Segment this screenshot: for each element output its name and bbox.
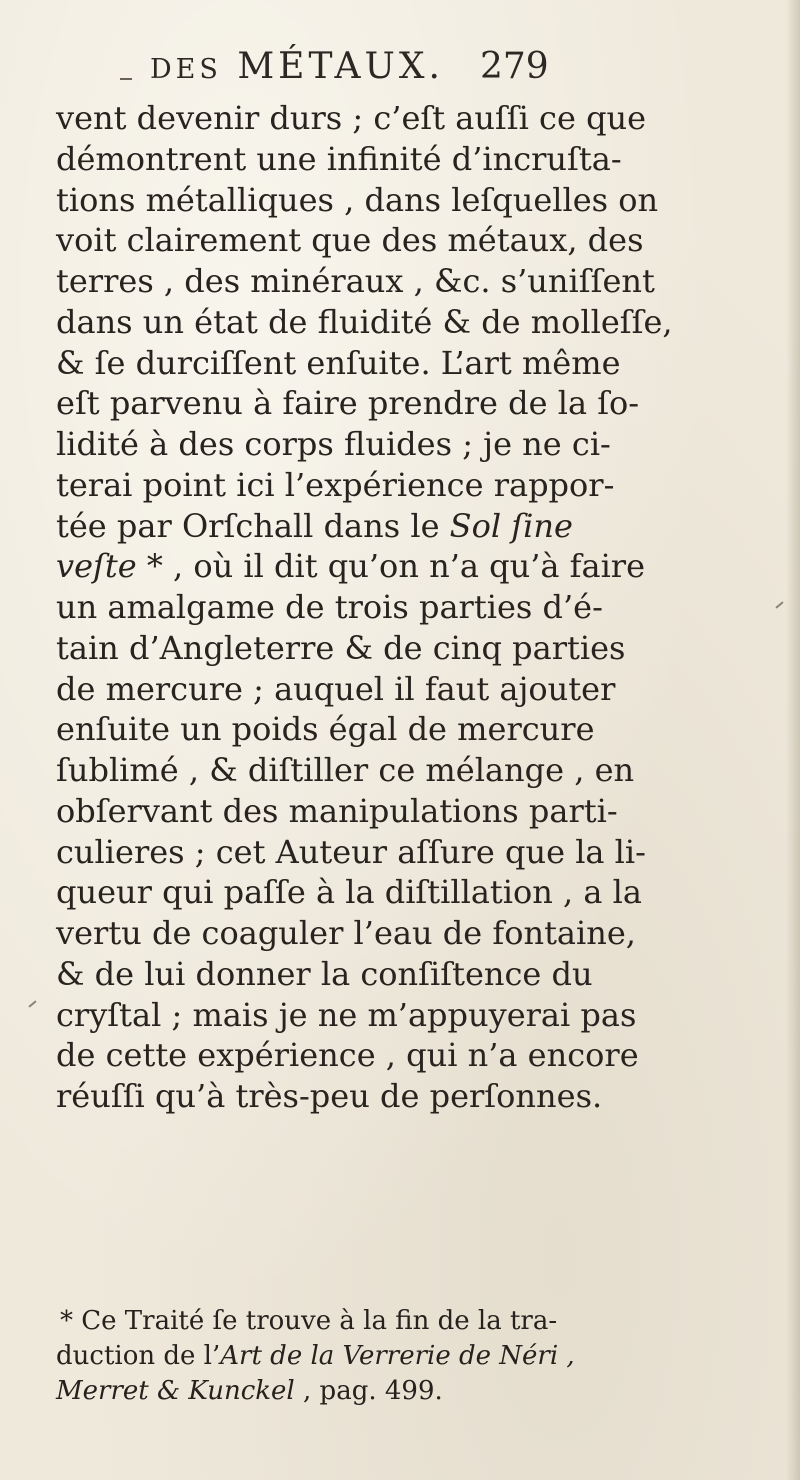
text-line: vent devenir durs ; c’eſt auſſi ce que [56, 99, 647, 137]
text-line: cryſtal ; mais je ne m’appuyerai pas [56, 995, 637, 1034]
text-line: de mercure ; auquel il faut ajouter [56, 669, 616, 708]
margin-mark [28, 1000, 36, 1007]
text-line: démontrent une infinité d’incruſta- [56, 139, 622, 178]
text-line: eſt parvenu à faire prendre de la ſo- [56, 384, 640, 423]
footnote-line [56, 1374, 776, 1409]
footnote-italic-title: Art de la Verrerie de Néri , [220, 1341, 575, 1371]
text-line: culieres ; cet Auteur aſſure que la li- [56, 832, 646, 871]
text-line: vertu de coaguler l’eau de fontaine, [56, 914, 636, 952]
text-line: tain d’Angleterre & de cinq parties [56, 628, 626, 667]
footnote-italic-authors: Merret & Kunckel [56, 1376, 295, 1406]
running-head-prefix: DES [150, 54, 222, 85]
running-head-title: MÉTAUX. [237, 46, 444, 87]
text-line: terai point ici l’expérience rappor- [56, 465, 615, 504]
text-line: obſervant des manipulations parti- [56, 791, 618, 830]
page-number: 279 [480, 46, 549, 87]
text-line: enſuite un poids égal de mercure [56, 710, 595, 749]
running-head [150, 46, 444, 87]
text-line: tions métalliques , dans leſquelles on [56, 180, 659, 219]
footnote-line [56, 1339, 776, 1374]
text-line-start: tée par Orſchall dans le [56, 506, 440, 545]
italic-title-veste: veſte [56, 547, 137, 586]
text-line: voit clairement que des métaux, des [56, 221, 644, 260]
text-line: lidité à des corps fluides ; je ne ci- [56, 425, 611, 463]
text-line: & de lui donner la conſiſtence du [56, 954, 593, 993]
page-header [150, 46, 610, 96]
footnote-page-ref: , pag. 499. [294, 1376, 443, 1406]
italic-title-sol-fine: Sol ſine [449, 506, 573, 545]
text-line: ſublimé , & diſtiller ce mélange , en [56, 751, 635, 789]
header-dash-mark [120, 78, 132, 80]
text-line: dans un état de fluidité & de molleſſe, [56, 302, 673, 341]
margin-mark [775, 601, 783, 608]
text-line: un amalgame de trois parties d’é- [56, 588, 603, 626]
text-line [56, 546, 776, 587]
text-line: de cette expérience , qui n’a encore [56, 1036, 639, 1075]
footnote-text: duction de l’ [56, 1341, 221, 1371]
footnote [56, 1304, 776, 1409]
text-line: terres , des minéraux , &c. s’uniſſent [56, 262, 655, 300]
text-line-rest: * , où il dit qu’on n’a qu’à faire [136, 547, 646, 586]
page-edge-shadow [786, 0, 800, 1480]
body-text [56, 98, 776, 1117]
text-line: & ſe durciſſent enſuite. L’art même [56, 343, 621, 382]
text-line: réuſſi qu’à très-peu de perſonnes. [56, 1077, 603, 1115]
text-line [56, 506, 776, 547]
footnote-line: * Ce Traité ſe trouve à la fin de la tra- [60, 1306, 558, 1336]
text-line: queur qui paſſe à la diſtillation , a la [56, 873, 642, 912]
